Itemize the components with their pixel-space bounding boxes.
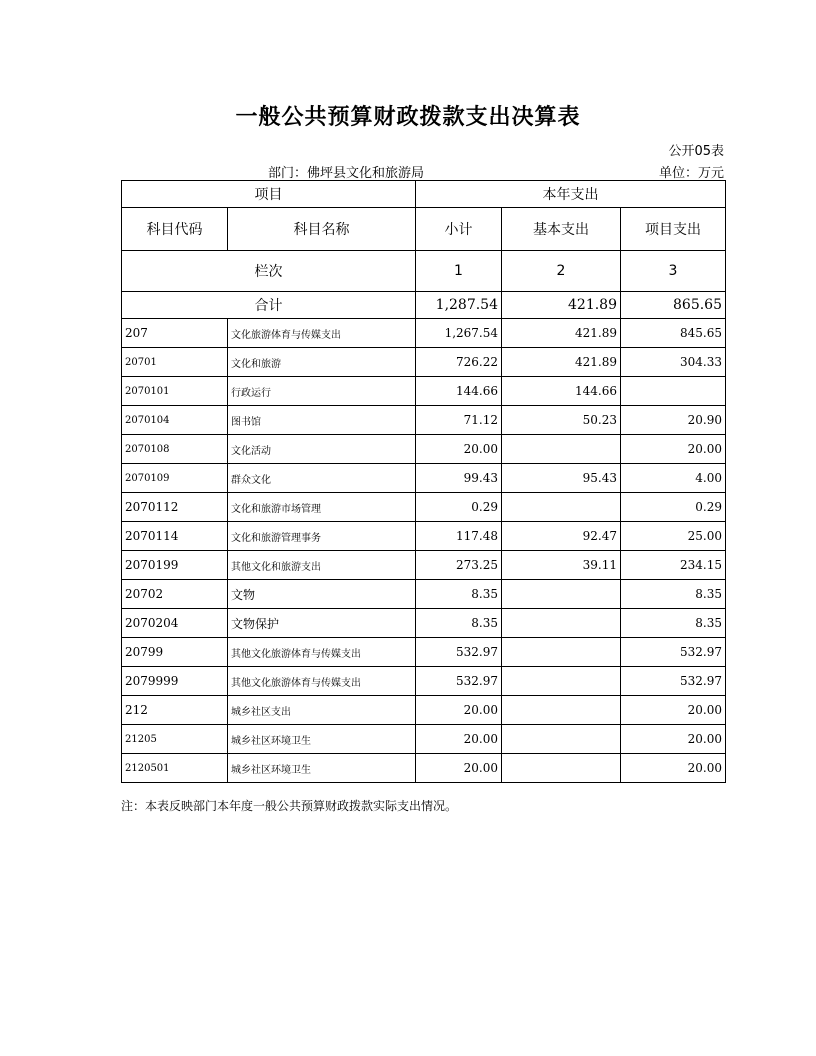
- total-label: 合计: [122, 292, 416, 319]
- row-code: 20701: [122, 348, 228, 377]
- row-subtotal: 726.22: [416, 348, 502, 377]
- row-subtotal: 71.12: [416, 406, 502, 435]
- row-code: 2070199: [122, 551, 228, 580]
- row-code: 207: [122, 319, 228, 348]
- row-project: 4.00: [621, 464, 726, 493]
- row-subtotal: 20.00: [416, 754, 502, 783]
- row-name: 行政运行: [228, 377, 416, 406]
- table-row: [122, 725, 726, 754]
- budget-table: [121, 180, 726, 783]
- row-name: 文化和旅游: [228, 348, 416, 377]
- table-body: [122, 319, 726, 783]
- row-subtotal: 273.25: [416, 551, 502, 580]
- row-project: 20.00: [621, 754, 726, 783]
- row-code: 2070112: [122, 493, 228, 522]
- row-project: 0.29: [621, 493, 726, 522]
- row-project: [621, 377, 726, 406]
- table-row: [122, 319, 726, 348]
- row-basic: [502, 580, 621, 609]
- total-row: [122, 292, 726, 319]
- table-row: [122, 348, 726, 377]
- row-basic: [502, 754, 621, 783]
- row-code: 2070104: [122, 406, 228, 435]
- header-col2: 2: [502, 251, 621, 292]
- table-header: [122, 181, 726, 319]
- department-label: 部门：佛坪县文化和旅游局: [268, 166, 425, 181]
- row-name: 其他文化旅游体育与传媒支出: [228, 638, 416, 667]
- row-project: 304.33: [621, 348, 726, 377]
- header-item: 项目: [122, 181, 416, 208]
- row-basic: [502, 725, 621, 754]
- row-name: 其他文化和旅游支出: [228, 551, 416, 580]
- table-row: [122, 493, 726, 522]
- row-name: 文物保护: [228, 609, 416, 638]
- row-basic: [502, 696, 621, 725]
- row-code: 20799: [122, 638, 228, 667]
- row-subtotal: 144.66: [416, 377, 502, 406]
- row-basic: 421.89: [502, 348, 621, 377]
- row-basic: 92.47: [502, 522, 621, 551]
- row-basic: [502, 667, 621, 696]
- row-name: 文化旅游体育与传媒支出: [228, 319, 416, 348]
- row-code: 2079999: [122, 667, 228, 696]
- row-project: 20.00: [621, 696, 726, 725]
- unit-label: 单位：万元: [658, 166, 724, 181]
- row-code: 2070109: [122, 464, 228, 493]
- header-current-year-expense: 本年支出: [416, 181, 726, 208]
- table-row: [122, 435, 726, 464]
- page-title: 一般公共预算财政拨款支出决算表: [235, 105, 581, 130]
- table-row: [122, 754, 726, 783]
- row-basic: 50.23: [502, 406, 621, 435]
- row-subtotal: 1,267.54: [416, 319, 502, 348]
- header-col1: 1: [416, 251, 502, 292]
- header-project: 项目支出: [621, 208, 726, 251]
- row-subtotal: 20.00: [416, 725, 502, 754]
- row-project: 8.35: [621, 609, 726, 638]
- footnote: 注：本表反映部门本年度一般公共预算财政拨款实际支出情况。: [121, 799, 458, 813]
- table-row: [122, 464, 726, 493]
- table-row: [122, 580, 726, 609]
- table-row: [122, 406, 726, 435]
- row-name: 城乡社区环境卫生: [228, 725, 416, 754]
- table-row: [122, 696, 726, 725]
- row-basic: [502, 638, 621, 667]
- row-basic: 144.66: [502, 377, 621, 406]
- table-row: [122, 638, 726, 667]
- total-subtotal: 1,287.54: [416, 292, 502, 319]
- row-basic: [502, 493, 621, 522]
- header-code: 科目代码: [122, 208, 228, 251]
- header-subtotal: 小计: [416, 208, 502, 251]
- row-code: 212: [122, 696, 228, 725]
- table-row: [122, 551, 726, 580]
- header-name: 科目名称: [228, 208, 416, 251]
- row-subtotal: 8.35: [416, 609, 502, 638]
- total-basic: 421.89: [502, 292, 621, 319]
- table-row: [122, 522, 726, 551]
- row-subtotal: 20.00: [416, 696, 502, 725]
- row-project: 532.97: [621, 667, 726, 696]
- total-project: 865.65: [621, 292, 726, 319]
- header-basic: 基本支出: [502, 208, 621, 251]
- row-code: 20702: [122, 580, 228, 609]
- header-col3: 3: [621, 251, 726, 292]
- header-column-order: 栏次: [122, 251, 416, 292]
- row-project: 20.00: [621, 435, 726, 464]
- row-subtotal: 99.43: [416, 464, 502, 493]
- row-subtotal: 117.48: [416, 522, 502, 551]
- row-code: 2070101: [122, 377, 228, 406]
- row-name: 文物: [228, 580, 416, 609]
- row-project: 845.65: [621, 319, 726, 348]
- table-row: [122, 609, 726, 638]
- row-project: 20.00: [621, 725, 726, 754]
- row-subtotal: 532.97: [416, 638, 502, 667]
- row-basic: 95.43: [502, 464, 621, 493]
- row-basic: 39.11: [502, 551, 621, 580]
- row-code: 2070108: [122, 435, 228, 464]
- row-code: 2070114: [122, 522, 228, 551]
- row-name: 其他文化旅游体育与传媒支出: [228, 667, 416, 696]
- row-basic: [502, 435, 621, 464]
- row-name: 群众文化: [228, 464, 416, 493]
- row-code: 21205: [122, 725, 228, 754]
- row-subtotal: 8.35: [416, 580, 502, 609]
- form-number: 公开05表: [668, 144, 724, 159]
- row-name: 文化活动: [228, 435, 416, 464]
- row-basic: [502, 609, 621, 638]
- row-name: 图书馆: [228, 406, 416, 435]
- row-project: 532.97: [621, 638, 726, 667]
- row-project: 25.00: [621, 522, 726, 551]
- row-name: 城乡社区支出: [228, 696, 416, 725]
- table-row: [122, 377, 726, 406]
- row-project: 20.90: [621, 406, 726, 435]
- row-name: 文化和旅游管理事务: [228, 522, 416, 551]
- row-project: 8.35: [621, 580, 726, 609]
- row-subtotal: 532.97: [416, 667, 502, 696]
- row-project: 234.15: [621, 551, 726, 580]
- row-name: 文化和旅游市场管理: [228, 493, 416, 522]
- table-row: [122, 667, 726, 696]
- row-code: 2120501: [122, 754, 228, 783]
- row-basic: 421.89: [502, 319, 621, 348]
- row-code: 2070204: [122, 609, 228, 638]
- row-name: 城乡社区环境卫生: [228, 754, 416, 783]
- row-subtotal: 0.29: [416, 493, 502, 522]
- row-subtotal: 20.00: [416, 435, 502, 464]
